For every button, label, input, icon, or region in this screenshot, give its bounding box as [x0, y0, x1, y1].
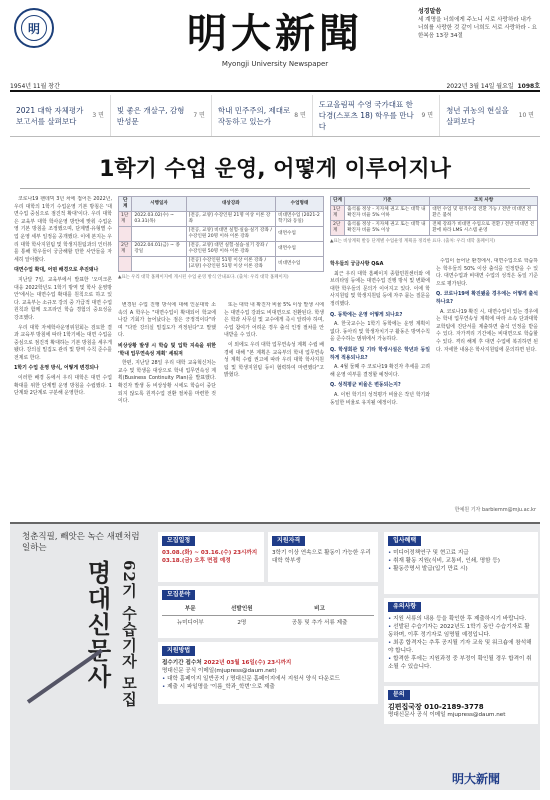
emergency-table-block: [330, 196, 538, 244]
table-header: 수업형태: [276, 197, 324, 212]
schedule-table-block: [118, 196, 324, 280]
paragraph: 변경된 수업 진행 방식에 대해 인문대학 소속의 A 학우는 "대면수업이 확대되어 학교에 나갈 기회가 늘어났다는 점은 긍정적이다"라며 "다만 강의실 밀집도가 걱정된다"고 말했다.: [118, 302, 216, 339]
table-header: 기준: [345, 197, 430, 206]
apply-box: 지원방법 접수기간 접수처 2022년 03월 16일(수) 23시까지 명대신문 공식 이메일(mjupress@daum.net) • 대학 홈페이지 일반공지 / 명대신문 홈페이지에서 지원서 양식 다운로드 • 제출 시 파일명을 '이름_학과_학번'으로 제출: [158, 642, 378, 704]
table-cell: 비대면수업: [276, 257, 324, 272]
bible-verse-ref: - 요한복음 13장 34절: [418, 25, 537, 39]
ad-vertical-big: 명대신문사: [83, 560, 112, 690]
paragraph: 지난달 7일, 교육부에서 발표한 '오미크론 대응 2022학년도 1학기 방역 및 학사 운영방안'에서는 대면수업 확대를 원칙으로 하고 있다. 교육부는 소규모 강의 중 가급적 대면 수업 원칙과 함께 오프라인 학습 경험의 중요성을 강조했다.: [14, 276, 112, 321]
emergency-table: [330, 196, 538, 236]
table-header: 조치 사항: [430, 197, 538, 206]
table-row: [331, 206, 538, 221]
article-column-2: [118, 302, 216, 508]
article-column-4: [330, 258, 430, 508]
table-cell: 2단계: [119, 242, 132, 257]
promo-item[interactable]: 도교올림픽 수영 국가대표 한다경(스포츠 18) 학우를 만나다 9 면: [313, 95, 440, 136]
issue-number: 1098호: [517, 82, 540, 90]
qualification-box: 지원자격 3학기 이상 연속으로 활동이 가능한 우리 대학 학부생: [268, 532, 378, 582]
field-table: 부문 선발인원 비고 뉴미디어부 2명 공통 및 추가 서류 제출: [162, 603, 374, 630]
paragraph: 코로나19 팬데믹 3년 차에 접어든 2022년, 우리 대학의 1학기 수업운영 기본 방침은 '대면수업 중심으로 점진적 확대'이다. 우리 대학은 교육부 대학 학사운영 방안에 맞춰 수업운영 기본 방침을 조정했으며, 단계별·유형별 수업 운영 세부 일정을 공개했다. 이에 본지는 우리 대학 학사지원팀 및 학생지원팀과의 인터뷰를 통해 학우들이 궁금해할 만한 사안들을 자세히 알아봤다.: [14, 196, 112, 263]
promo-strip: [10, 95, 540, 137]
paragraph: 우리 대학 자체학사운영위원회는 검토한 결과 교육부 방침에 따라 1학기에는 대면 수업을 중심으로 점진적 확대하는 기본 방침을 세우게 됐다. 강의실 밀집도 관리 및 방역 수칙 준수를 전제로 한다.: [14, 324, 112, 361]
paragraph: A. 4월 둘째 주 코로나19 확진자 추세를 고려해 운영 여부를 결정할 예정이다.: [330, 364, 430, 378]
table-header: 시행일자: [132, 197, 186, 212]
table-caption: ▲표는 비상계획 발동 단계별 수업운영 계획을 정리한 표다. (출처: 우리 대학 홈페이지): [330, 239, 495, 244]
table-cell: [132, 257, 186, 272]
table-row: [119, 227, 324, 242]
paragraph: 한편, 지난달 28일 우리 대학 교육혁신처는 교수 및 학생을 대상으로 학내 업무연속성 계획(Business Continuity Plan)을 발표했다. 확진자 발생 등 비상상황 시에도 학습이 중단되지 않도록 원격수업 전환 절차를 마련한 것이다.: [118, 360, 216, 405]
promo-item[interactable]: 청년 귀농의 현실을 살펴보다 10 면: [446, 105, 534, 126]
table-cell: 1단계: [119, 212, 132, 227]
table-row: [331, 221, 538, 236]
table-header: 대상강좌: [186, 197, 276, 212]
byline: 한예원 기자 barbiemm@mju.ac.kr: [454, 507, 536, 513]
table-row: [119, 257, 324, 272]
seal-emblem: 明: [21, 15, 47, 41]
qa-question: Q. 학생회관 및 기타 학생시설은 학년과 동일하게 적용되나요?: [330, 346, 430, 361]
promo-item[interactable]: 빛 좋은 개살구, 감형반성문 7 면: [111, 95, 212, 136]
ad-slogan: 청춘직필, 빼앗은 녹슨 새펜처럼 일하는: [22, 532, 140, 553]
table-header: 단계: [331, 197, 345, 206]
table-row: [119, 212, 324, 227]
table-cell: 1단계: [331, 206, 345, 221]
table-cell: 출석률 정상 - 지자체 권고 또는 대학 내 확진자 비율 5% 이하: [345, 206, 430, 221]
headline: 1학기 수업 운영, 어떻게 이루어지나: [99, 157, 451, 182]
qa-question: Q. 동학에는 운영 어떻게 되나요?: [330, 311, 403, 318]
qa-question: Q. 성적평균 비율은 변동되는지?: [330, 382, 401, 389]
paragraph: A. 이번 학기의 성적평가 비율은 작년 학기와 동일한 비율로 유지될 예정이다.: [330, 391, 430, 406]
table-cell: 비대면수업 (2021-2학기와 동일): [276, 212, 324, 227]
dateline: [10, 80, 540, 92]
issue-date: 2022년 3월 14일 월요일: [446, 82, 514, 90]
schedule-box: 모집일정 03.08.(화) ~ 03.16.(수) 23시까지 03.18.(금) 오후 면접 예정: [158, 532, 264, 582]
paragraph: 이러한 배경 등에서 우리 대학은 대면 수업 확대를 위한 단계별 운영 방침을 수립했다. 1단계와 2단계로 구분해 운영한다.: [14, 375, 112, 397]
table-cell: 출석률 정상 - 지자체 권고 또는 대학 내 확진자 비율 5% 이상: [345, 221, 430, 236]
bible-verse-text: 세 계명을 너희에게 주노니 서로 사랑하라 내가 너희를 사랑한 것 같이 너희도 서로 사랑하라: [418, 17, 532, 31]
subheading: 학우들의 궁금사항 Q&A: [330, 261, 384, 267]
subheading: 1학기 수업 운영 방식, 어떻게 변경되나: [14, 365, 99, 372]
table-header: 단계: [119, 197, 132, 212]
table-cell: [119, 257, 132, 272]
table-cell: 2022.03.02(수) ~ 03.31(목): [132, 212, 186, 227]
subheading: 대면수업 확대, 어떤 배경으로 추진돼나: [14, 267, 99, 274]
table-cell: [전공] 수강인원 51명 이상 이론 강좌 / [교양] 수강인원 51명 이상 이론 강좌: [186, 257, 276, 272]
table-cell: [132, 227, 186, 242]
headline-divider: [20, 188, 530, 189]
subheading: 비상상황 발생 시 학습 및 입학 지속을 위한 '학내 업무연속성 계획' 세워져: [118, 342, 216, 357]
field-box: 모집분야 부문 선발인원 비고 뉴미디어부 2명 공통 및 추가 서류 제출: [158, 586, 378, 638]
bible-verse: [418, 8, 538, 40]
table-cell: 대면 수업 및 원격수업 전환 가능 / 전반 비대면 전환은 불허: [430, 206, 538, 221]
paragraph: A. 한국교수는 1학기 동학에는 운영 계획이 없다. 동아리 및 학생자치기구 활동은 방역수칙을 준수하는 범위에서 가능하다.: [330, 321, 430, 343]
table-cell: 전체 강좌가 비대면 수업으로 전환 / 전반 비대면 전환에 따라 LMS 시스템 운영: [430, 221, 538, 236]
newspaper-logo: 明大新聞: [187, 10, 363, 57]
bible-verse-title: 성경말씀: [418, 8, 442, 15]
ad-vertical-title: [60, 560, 160, 707]
table-cell: 2022.04.01(금) ~ 종강일: [132, 242, 186, 257]
apply-notes: • 대학 홈페이지 일반공지 / 명대신문 홈페이지에서 지원서 양식 다운로드 • 제출 시 파일명을 '이름_학과_학번'으로 제출: [162, 675, 374, 691]
table-caption: ▲표는 우리 대학 홈페이지에 게시된 수업 운영 방식 안내표다. (출처: 우리 대학 홈페이지): [118, 275, 289, 280]
qa-question: Q. 코로나19에 확진됐을 경우에는 어떻게 출석하나요?: [436, 291, 538, 305]
benefit-box: 입사혜택 • 미디어정책연구 및 현고료 지급 • 취재 활동 지원(식비, 교통비, 인쇄, 명함 등) • 활동증명서 발급(입기 만료 시): [384, 532, 538, 594]
article-column-1: [14, 196, 112, 508]
newspaper-english-name: Myongji University Newspaper: [221, 60, 329, 68]
table-cell: 2단계: [331, 221, 345, 236]
article-column-5: [436, 258, 538, 502]
ad-newspaper-logo: 明大新聞: [452, 772, 501, 786]
article-column-3: [224, 302, 324, 508]
table-cell: 대면수업: [276, 242, 324, 257]
ad-vertical-small: 62기 수습기자 모집: [120, 560, 138, 708]
paragraph: 최근 우리 대학 홈페이지 종합민원센터와 에브리타임 등에는 대면수업 진행 방식 및 변화에 대한 학우들의 문의가 이어지고 있다. 이에 학사지원팀 및 학생지원팀 등에 자주 묻는 질문을 정리했다.: [330, 270, 430, 307]
table-row: [119, 242, 324, 257]
paragraph: 이 외에도 우리 대학 업무연속성 계획 수립 배경에 대해 "본 계획은 교육부의 학내 업무연속성 계획 수립 권고에 따라 우리 대학 학사지원팀 및 학생지원팀 등이 협력하여 마련했다"고 밝혔다.: [224, 341, 324, 379]
table-cell: [전공, 교양] 대면 실험·실습·실기 강좌 / 수강인원 50명 이하 이론 강좌: [186, 242, 276, 257]
table-cell: [119, 227, 132, 242]
promo-item[interactable]: 학내 민주주의, 제대로 작동하고 있는가 8 면: [212, 95, 313, 136]
paragraph: A. 코로나19 확진 시, 대면수업이 있는 경우에는 학내 업무연속성 계획에 따라 소속 단과대학 교학팀에 진단서를 제출하면 출석 인정을 받을 수 있다. 자가격리 기간에는 비대면으로 학습할 수 있다. 격리 해제 후 대면 수업에 복귀하면 된다. 자세한 내용은 학사지원팀에 문의하면 된다.: [436, 308, 538, 353]
paragraph: 또는 대학 내 확진자 비율 5% 이상 발생 시에는 대면수업 강좌도 비대면으로 전환된다. 학생은 학과 사무실 및 교수에게 즉시 알려야 하며, 수업 참여가 어려운 경우 출석 인정 절차를 안내받을 수 있다.: [224, 302, 324, 339]
founded-date: 1954년 11월 창간: [10, 82, 60, 90]
notice-box: 유의사항 • 지원 서류의 내용 등을 확인한 후 제출하시기 바랍니다. • 선발된 수습기자는 2022년도 1학기 동안 수습기자로 활동하며, 이후 정기자로 임명될 예정입니다. • 최종 합격자는 추후 공지될 기자 교육 및 워크숍에 참석해야 합니다. • 합격한 후에는 지원과정 중 부정이 확인될 경우 합격이 취소될 수 있습니다.: [384, 598, 538, 682]
promo-item[interactable]: 2021 대학 자체평가보고서를 살펴보다 3 면: [10, 95, 111, 136]
schedule-table: [118, 196, 324, 272]
paragraph: 수업이 늘어난 환경에서, 대면수업으로 학습하는 학우들의 50% 이상 출석을 인정받을 수 있다. 대면수업과 비대면 수업의 성적은 동일 기준으로 평가된다.: [436, 258, 538, 287]
table-cell: 대면수업: [276, 227, 324, 242]
contact-box: 문의 김편집국장 010-2189-3778 명대신문사 공식 이메일 mjupress@daum.net: [384, 686, 538, 724]
table-cell: [전공, 교양] 수강인원 21명 이상 이론 강좌: [186, 212, 276, 227]
table-cell: [전공, 교양] 비대면 실험·실습·실기 강좌 / 수강인원 20명 이하 이론 강좌: [186, 227, 276, 242]
